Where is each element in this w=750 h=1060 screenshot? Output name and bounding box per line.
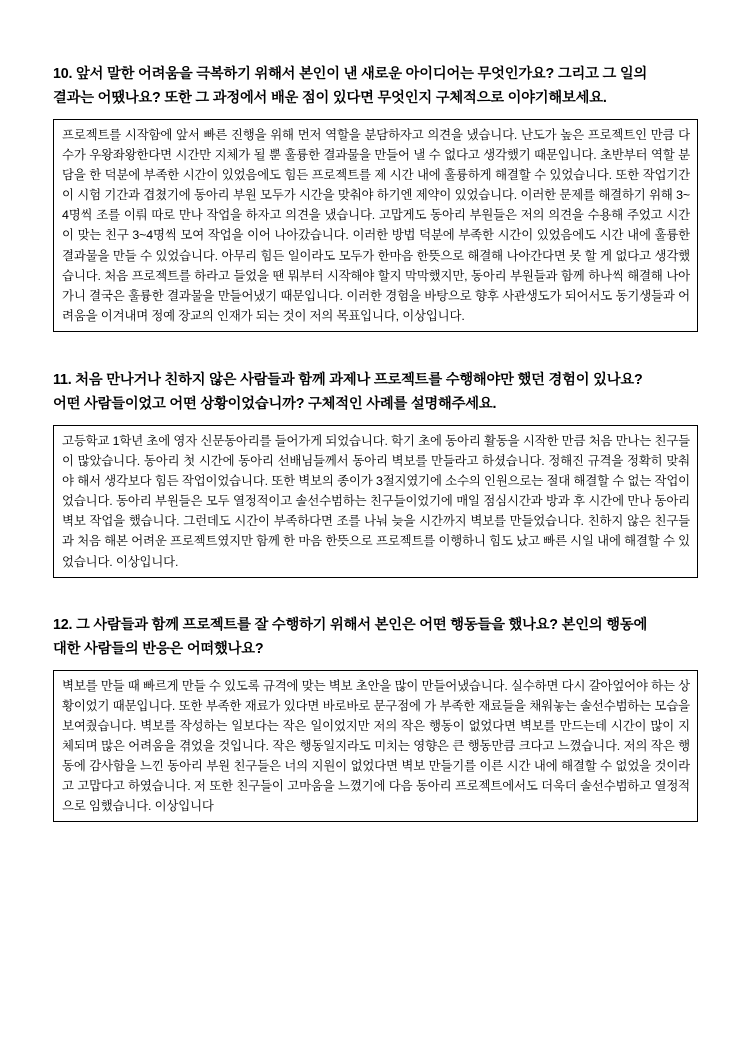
qa-block-10 (53, 62, 698, 332)
document-content (53, 62, 698, 822)
question-heading-10: 10. 앞서 말한 어려움을 극복하기 위해서 본인이 낸 새로운 아이디어는 무엇인가요? 그리고 그 일의 결과는 어땠나요? 또한 그 과정에서 배운 점이 있다면 무엇인지 구체적으로 이야기해보세요. (53, 66, 648, 106)
section-gap-1 (53, 332, 698, 368)
qa-block-11 (53, 368, 698, 578)
qa-block-12 (53, 613, 698, 823)
answer-box-11[interactable] (53, 425, 698, 578)
section-gap-2 (53, 578, 698, 613)
answer-box-10[interactable] (53, 119, 698, 332)
question-heading-11: 11. 처음 만나거나 친하지 않은 사람들과 함께 과제나 프로젝트를 수행해야만 했던 경험이 있나요? 어떤 사람들이었고 어떤 상황이었습니까? 구체적인 사례를 설명해주세요. (53, 371, 643, 412)
answer-text-11: 고등학교 1학년 초에 영자 신문동아리를 들어가게 되었습니다. 학기 초에 동아리 활동을 시작한 만큼 처음 만나는 친구들이 많았습니다. 동아리 첫 시간에 동아리 선배님들께서 동아리 벽보를 만들라고 하셨습니다. 정해진 규격을 정확히 맞춰야 해서 생각보다 힘든 작업이었습니다. 또한 벽보의 종이가 3절지였기에 소수의 인원으로는 절대 해결할 수 없는 작업이었습니다. 동아리 부원들은 모두 열정적이고 솔선수범하는 친구들이었기에 매일 점심시간과 방과 후 시간에 만나 동아리 벽보 작업을 했습니다. 그런데도 시간이 부족하다면 조를 나눠 늦을 시간까지 벽보를 만들었습니다. 친하지 않은 친구들과 처음 해본 어려운 프로젝트였지만 함께 한 마음 한뜻으로 프로젝트를 이행하니 힘도 났고 빠른 시일 내에 해결할 수 있었습니다. 이상입니다. (62, 433, 690, 569)
question-heading-12: 12. 그 사람들과 함께 프로젝트를 잘 수행하기 위해서 본인은 어떤 행동들을 했나요? 본인의 행동에 대한 사람들의 반응은 어떠했나요? (53, 616, 648, 657)
answer-text-10: 프로젝트를 시작함에 앞서 빠른 진행을 위해 먼저 역할을 분담하자고 의견을 냈습니다. 난도가 높은 프로젝트인 만큼 다수가 우왕좌왕한다면 시간만 지체가 될 뿐 훌륭한 결과물을 만들어 낼 수 없다고 생각했기 때문입니다. 초반부터 역할 분담을 한 덕분에 부족한 시간이 있었음에도 힘든 프로젝트를 제 시간 내에 훌륭하게 해결할 수 있었습니다. 또한 작업기간이 시험 기간과 겹쳤기에 동아리 부원 모두가 시간을 맞춰야 하기엔 제약이 있었습니다. 이러한 문제를 해결하기 위해 3~4명씩 조를 이뤄 따로 만나 작업을 하자고 의견을 냈습니다. 고맙게도 동아리 부원들은 저의 의견을 수용해 주었고 시간이 맞는 친구 3~4명씩 모여 작업을 이어 나아갔습니다. 이러한 방법 덕분에 부족한 시간이 있었음에도 시간 내에 훌륭한 결과물을 만들 수 있었습니다. 아무리 힘든 일이라도 모두가 한마음 한뜻으로 해결해 나아간다면 못 할 게 없다고 생각했습니다. 처음 프로젝트를 하라고 들었을 땐 뭐부터 시작해야 할지 막막했지만, 동아리 부원들과 함께 하나씩 해결해 나아가니 결국은 훌륭한 결과물을 만들어냈기 때문입니다. 이러한 경험을 바탕으로 향후 사관생도가 되어서도 동기생들과 어려움을 이겨내며 정예 장교의 인재가 되는 것이 저의 목표입니다, 이상입니다. (62, 128, 690, 323)
answer-text-12: 벽보를 만들 때 빠르게 만들 수 있도록 규격에 맞는 벽보 초안을 많이 만들어냈습니다. 실수하면 다시 갈아엎어야 하는 상황이었기 때문입니다. 또한 부족한 재료가 있다면 바로바로 문구점에 가 부족한 재료들을 채워놓는 솔선수범하는 모습을 보여줬습니다. 벽보를 작성하는 일보다는 작은 일이었지만 저의 작은 행동이 없었다면 벽보를 만드는데 시간이 많이 지체되며 많은 어려움을 겪었을 것입니다. 작은 행동일지라도 미치는 영향은 큰 행동만큼 크다고 느꼈습니다. 저의 작은 행동에 감사함을 느낀 동아리 부원 친구들은 너의 지원이 없었다면 벽보 만들기를 이른 시간 내에 해결할 수 없었을 것이라고 고맙다고 하였습니다. 저 또한 친구들이 고마움을 느꼈기에 다음 동아리 프로젝트에서도 더욱더 솔선수범하고 열정적으로 임했습니다. 이상입니다 (62, 678, 690, 814)
answer-box-12[interactable] (53, 670, 698, 823)
